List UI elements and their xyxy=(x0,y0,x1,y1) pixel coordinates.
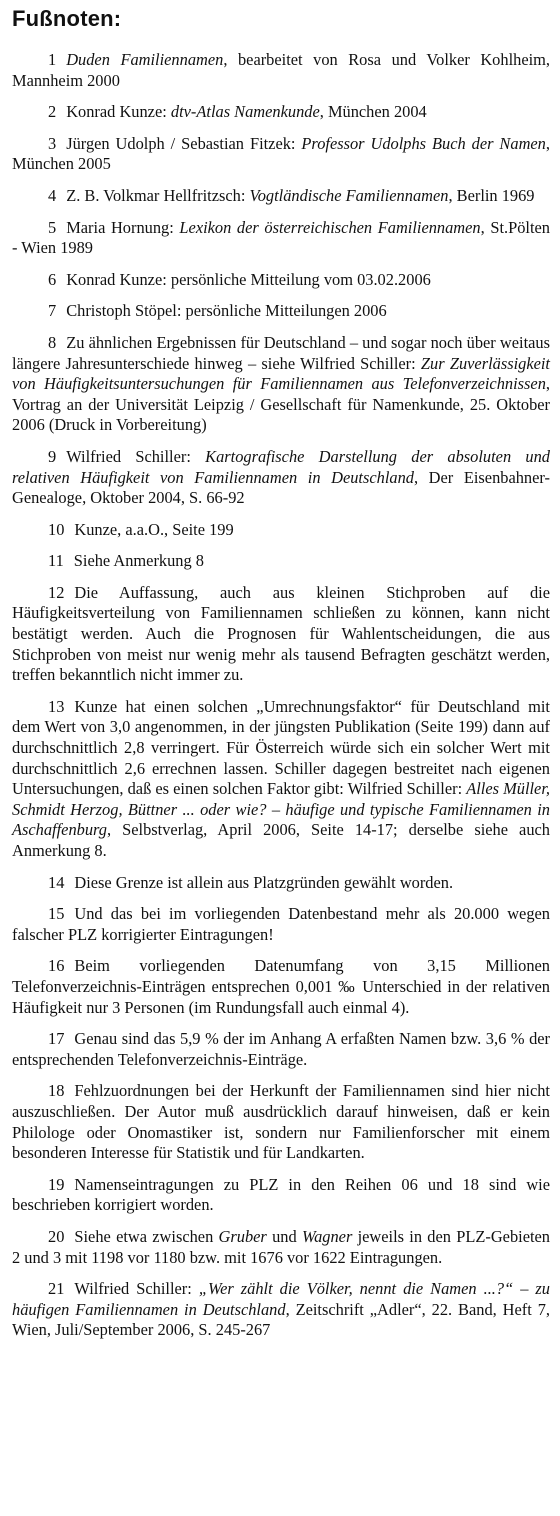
footnote-number: 20 xyxy=(48,1226,65,1246)
footnote-6 xyxy=(12,270,550,291)
footnotes-page xyxy=(0,6,560,1341)
footnote-title-italic: Duden Familiennamen xyxy=(66,50,224,69)
footnote-11 xyxy=(12,551,550,572)
footnote-number: 9 xyxy=(48,446,57,466)
footnote-text: Christoph Stöpel: persönliche Mitteilungen 2006 xyxy=(66,301,387,321)
footnote-title-italic: Alles Müller, Schmidt Herzog, Büttner ... oder wie? – häufige und typische Familiennamen in Aschaffenburg xyxy=(12,779,550,840)
footnote-title-italic: Kartografische Darstellung der absoluten und relativen Häufigkeit von Familiennamen in Deutschland xyxy=(12,446,550,487)
footnote-text: , Selbstverlag, April 2006, Seite 14-17; derselbe siehe auch Anmerkung 8. xyxy=(12,820,550,860)
footnote-text: , Vortrag an der Universität Leipzig / Gesellschaft für Namenkunde, 25. Oktober 2006 (Druck in Vorbereitung) xyxy=(12,374,550,435)
footnote-1 xyxy=(12,50,550,91)
footnote-21 xyxy=(12,1279,550,1341)
footnote-12 xyxy=(12,583,550,686)
footnote-text: Konrad Kunze: persönliche Mitteilung vom 03.02.2006 xyxy=(66,269,431,289)
footnote-4 xyxy=(12,186,550,207)
footnote-10 xyxy=(12,520,550,541)
footnote-8 xyxy=(12,333,550,436)
footnote-text: jeweils in den PLZ-Gebieten 2 und 3 mit 1198 vor 1180 bzw. mit 1676 vor 1622 Eintragungen. xyxy=(12,1226,550,1267)
footnote-number: 16 xyxy=(48,956,65,976)
footnote-number: 4 xyxy=(48,185,57,205)
footnote-7 xyxy=(12,301,550,322)
footnote-text: , Der Eisenbahner-Genealoge, Oktober 2004, S. 66-92 xyxy=(12,467,550,508)
footnote-number: 12 xyxy=(48,582,65,602)
footnote-text: und xyxy=(266,1226,302,1246)
footnote-text: Und das bei im vorliegenden Datenbestand mehr als 20.000 wegen falscher PLZ korrigierter Eintragungen! xyxy=(12,904,550,944)
footnote-title-italic: Zur Zuverlässigkeit von Häufigkeitsuntersuchungen für Familiennamen aus Telefonverzeichnissen xyxy=(12,353,550,394)
footnote-number: 11 xyxy=(48,551,64,571)
footnote-text: Konrad Kunze: xyxy=(66,102,171,122)
footnote-14 xyxy=(12,873,550,894)
footnote-text: , München 2005 xyxy=(12,133,550,174)
footnote-number: 18 xyxy=(48,1081,65,1101)
footnote-2 xyxy=(12,102,550,123)
footnote-text: , Zeitschrift „Adler“, 22. Band, Heft 7, Wien, Juli/September 2006, S. 245-267 xyxy=(12,1299,550,1340)
footnote-number: 19 xyxy=(48,1174,65,1194)
footnote-15 xyxy=(12,904,550,945)
footnote-13 xyxy=(12,697,550,862)
footnote-number: 15 xyxy=(48,904,65,924)
footnote-title-italic: Wagner xyxy=(301,1226,353,1246)
footnote-text: Maria Hornung: xyxy=(66,217,180,237)
footnote-number: 10 xyxy=(48,519,65,539)
footnote-title-italic: Vogtländische Familiennamen xyxy=(249,185,449,205)
footnote-number: 1 xyxy=(48,50,57,69)
footnote-title-italic: Lexikon der österreichischen Familiennamen xyxy=(179,217,481,237)
footnote-3 xyxy=(12,134,550,175)
footnote-text: Fehlzuordnungen bei der Herkunft der Familiennamen sind hier nicht auszuschließen. Der Autor muß ausdrücklich darauf hinweisen, daß er kein Philologe oder Onomastiker ist, sondern nur Familienforscher mit einem besonderen Interesse für Statistik und für Landkarten. xyxy=(12,1081,550,1163)
footnote-title-italic: dtv-Atlas Namenkunde xyxy=(170,102,320,122)
footnote-number: 7 xyxy=(48,301,57,321)
footnote-text: Siehe Anmerkung 8 xyxy=(73,551,204,571)
footnote-title-italic: Professor Udolphs Buch der Namen xyxy=(301,133,546,153)
footnote-20 xyxy=(12,1227,550,1268)
footnote-list xyxy=(12,50,550,1341)
footnote-text: , St.Pölten - Wien 1989 xyxy=(12,217,550,258)
footnote-text: Beim vorliegenden Datenumfang von 3,15 Millionen Telefonverzeichnis-Einträgen entsprechen 0,001 ‰ Unterschied in der relativen Häufigkeit nur 3 Personen (im Rundungsfall auch einmal 4). xyxy=(12,956,550,1017)
footnote-text: Kunze hat einen solchen „Umrechnungsfaktor“ für Deutschland mit dem Wert von 3,0 angenommen, in der jüngsten Publikation (Seite 199) dann auf durchschnittlich 2,8 verringert. Für Österreich würde sich ein solcher Wert mit durchschnittlich 2,6 errechnen lassen. Schiller dagegen bestreitet nach eigenen Untersuchungen, daß es einen solchen Faktor gibt: Wilfried Schiller: xyxy=(12,696,550,799)
footnote-text: Die Auffassung, auch aus kleinen Stichproben auf die Häufigkeitsverteilung von Familiennamen schließen zu können, kann nicht bestätigt werden. Auch die Prognosen für Wahlentscheidungen, die aus Stichproben von meist nur wenig mehr als tausend Befragten geschätzt werden, treffen bekanntlich nicht immer zu. xyxy=(12,582,550,685)
footnote-text: , Berlin 1969 xyxy=(448,185,535,205)
footnote-number: 6 xyxy=(48,269,57,289)
footnote-number: 17 xyxy=(48,1029,65,1049)
footnote-number: 13 xyxy=(48,696,65,716)
footnote-text: Wilfried Schiller: xyxy=(66,446,206,466)
footnote-text: Zu ähnlichen Ergebnissen für Deutschland – und sogar noch über weitaus längere Jahresunterschiede hinweg – siehe Wilfried Schiller: xyxy=(12,332,550,373)
footnote-number: 14 xyxy=(48,872,65,892)
footnote-text: Z. B. Volkmar Hellfritzsch: xyxy=(66,185,250,205)
footnote-17 xyxy=(12,1029,550,1070)
footnote-number: 21 xyxy=(48,1279,65,1299)
footnote-text: Namenseintragungen zu PLZ in den Reihen 06 und 18 sind wie beschrieben korrigiert worden. xyxy=(12,1174,550,1215)
footnote-number: 2 xyxy=(48,102,57,122)
footnote-text: , München 2004 xyxy=(319,102,427,122)
footnote-9 xyxy=(12,447,550,509)
footnote-5 xyxy=(12,218,550,259)
footnote-number: 8 xyxy=(48,332,57,352)
footnote-number: 3 xyxy=(48,133,57,153)
footnote-text: Wilfried Schiller: xyxy=(74,1279,199,1299)
footnote-title-italic: Gruber xyxy=(218,1226,267,1246)
footnote-title-italic: „Wer zählt die Völker, nennt die Namen ...?“ – zu häufigen Familiennamen in Deutschland xyxy=(12,1279,551,1319)
footnote-text: Jürgen Udolph / Sebastian Fitzek: xyxy=(66,133,302,153)
page-title: Fußnoten: xyxy=(12,6,122,31)
footnote-text: , bearbeitet von Rosa und Volker Kohlheim, Mannheim 2000 xyxy=(12,50,550,90)
footnote-16 xyxy=(12,956,550,1018)
footnote-text: Siehe etwa zwischen xyxy=(74,1226,219,1246)
footnote-text: Kunze, a.a.O., Seite 199 xyxy=(74,519,234,539)
footnote-text: Genau sind das 5,9 % der im Anhang A erfaßten Namen bzw. 3,6 % der entsprechenden Telefonverzeichnis-Einträge. xyxy=(12,1029,550,1069)
footnote-text: Diese Grenze ist allein aus Platzgründen gewählt worden. xyxy=(74,872,454,892)
footnote-19 xyxy=(12,1175,550,1216)
footnote-18 xyxy=(12,1081,550,1163)
footnote-number: 5 xyxy=(48,217,57,237)
